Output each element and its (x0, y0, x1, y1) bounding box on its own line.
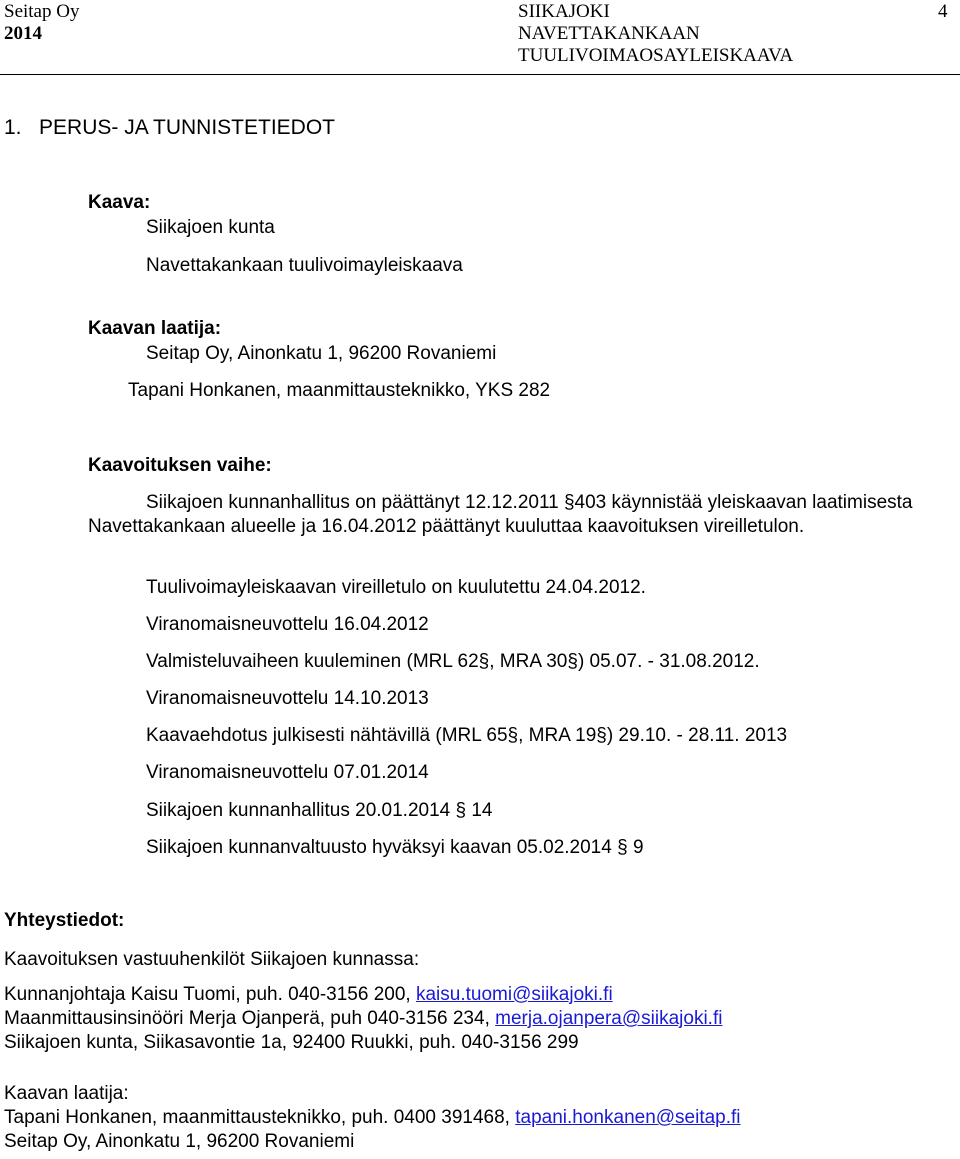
kaava-line-2: Navettakankaan tuulivoimayleiskaava (146, 255, 463, 276)
vaihe-label: Kaavoituksen vaihe: (88, 455, 272, 476)
email-link[interactable]: kaisu.tuomi@siikajoki.fi (415, 984, 613, 1005)
laatija-contact-address: Seitap Oy, Ainonkatu 1, 96200 Rovaniemi (4, 1131, 355, 1152)
vaihe-paragraph: Siikajoen kunnanhallitus on päättänyt 12.12.2011 §403 käynnistää yleiskaavan laatimisesta Navettakankaan alueelle ja 16.04.2012 päättänyt kuuluttaa kaavoituksen vireilletulon. (88, 492, 913, 537)
vaihe-step: Siikajoen kunnanhallitus 20.01.2014 § 14 (146, 800, 493, 821)
contact-text: Tapani Honkanen, maanmittausteknikko, puh. 0400 391468, (4, 1107, 516, 1128)
laatija-line-2: Tapani Honkanen, maanmittausteknikko, YKS 282 (128, 380, 551, 401)
kaava-line-1: Siikajoen kunta (146, 217, 275, 238)
vaihe-step: Viranomaisneuvottelu 16.04.2012 (146, 614, 429, 635)
header-company: Seitap Oy (4, 1, 80, 22)
contact-line (4, 1008, 722, 1030)
vaihe-step: Tuulivoimayleiskaavan vireilletulo on kuulutettu 24.04.2012. (146, 577, 646, 598)
vaihe-step: Valmisteluvaiheen kuuleminen (MRL 62§, MRA 30§) 05.07. - 31.08.2012. (146, 651, 760, 672)
vaihe-step: Kaavaehdotus julkisesti nähtävillä (MRL 65§, MRA 19§) 29.10. - 28.11. 2013 (146, 725, 788, 746)
yhteystiedot-intro: Kaavoituksen vastuuhenkilöt Siikajoen kunnassa: (4, 949, 420, 970)
contact-text: Maanmittausinsinööri Merja Ojanperä, puh 040-3156 234, (4, 1008, 496, 1029)
laatija-line-1: Seitap Oy, Ainonkatu 1, 96200 Rovaniemi (146, 343, 497, 364)
yhteystiedot-label: Yhteystiedot: (4, 910, 125, 931)
header-title-line-1: SIIKAJOKI (518, 1, 610, 22)
contact-line (4, 1032, 579, 1054)
section-heading: 1. PERUS- JA TUNNISTETIEDOT (4, 116, 335, 139)
contact-line (4, 984, 613, 1006)
kaava-label: Kaava: (88, 192, 151, 213)
vaihe-step: Viranomaisneuvottelu 07.01.2014 (146, 762, 429, 783)
vaihe-step: Viranomaisneuvottelu 14.10.2013 (146, 688, 429, 709)
header-divider (0, 74, 960, 75)
contact-text: Kunnanjohtaja Kaisu Tuomi, puh. 040-3156 200, (4, 984, 416, 1005)
email-link[interactable]: merja.ojanpera@siikajoki.fi (495, 1008, 723, 1029)
laatija-label: Kaavan laatija: (88, 318, 222, 339)
vaihe-step: Siikajoen kunnanvaltuusto hyväksyi kaavan 05.02.2014 § 9 (146, 837, 644, 858)
header-title-line-3: TUULIVOIMAOSAYLEISKAAVA (518, 45, 794, 66)
contact-line (4, 1107, 741, 1129)
email-link[interactable]: tapani.honkanen@seitap.fi (515, 1107, 741, 1128)
laatija-contact-label: Kaavan laatija: (4, 1083, 129, 1104)
page-number: 4 (938, 1, 948, 22)
contact-text: Siikajoen kunta, Siikasavontie 1a, 92400 Ruukki, puh. 040-3156 299 (4, 1032, 579, 1053)
header-year: 2014 (4, 23, 42, 44)
header-title-line-2: NAVETTAKANKAAN (518, 23, 700, 44)
